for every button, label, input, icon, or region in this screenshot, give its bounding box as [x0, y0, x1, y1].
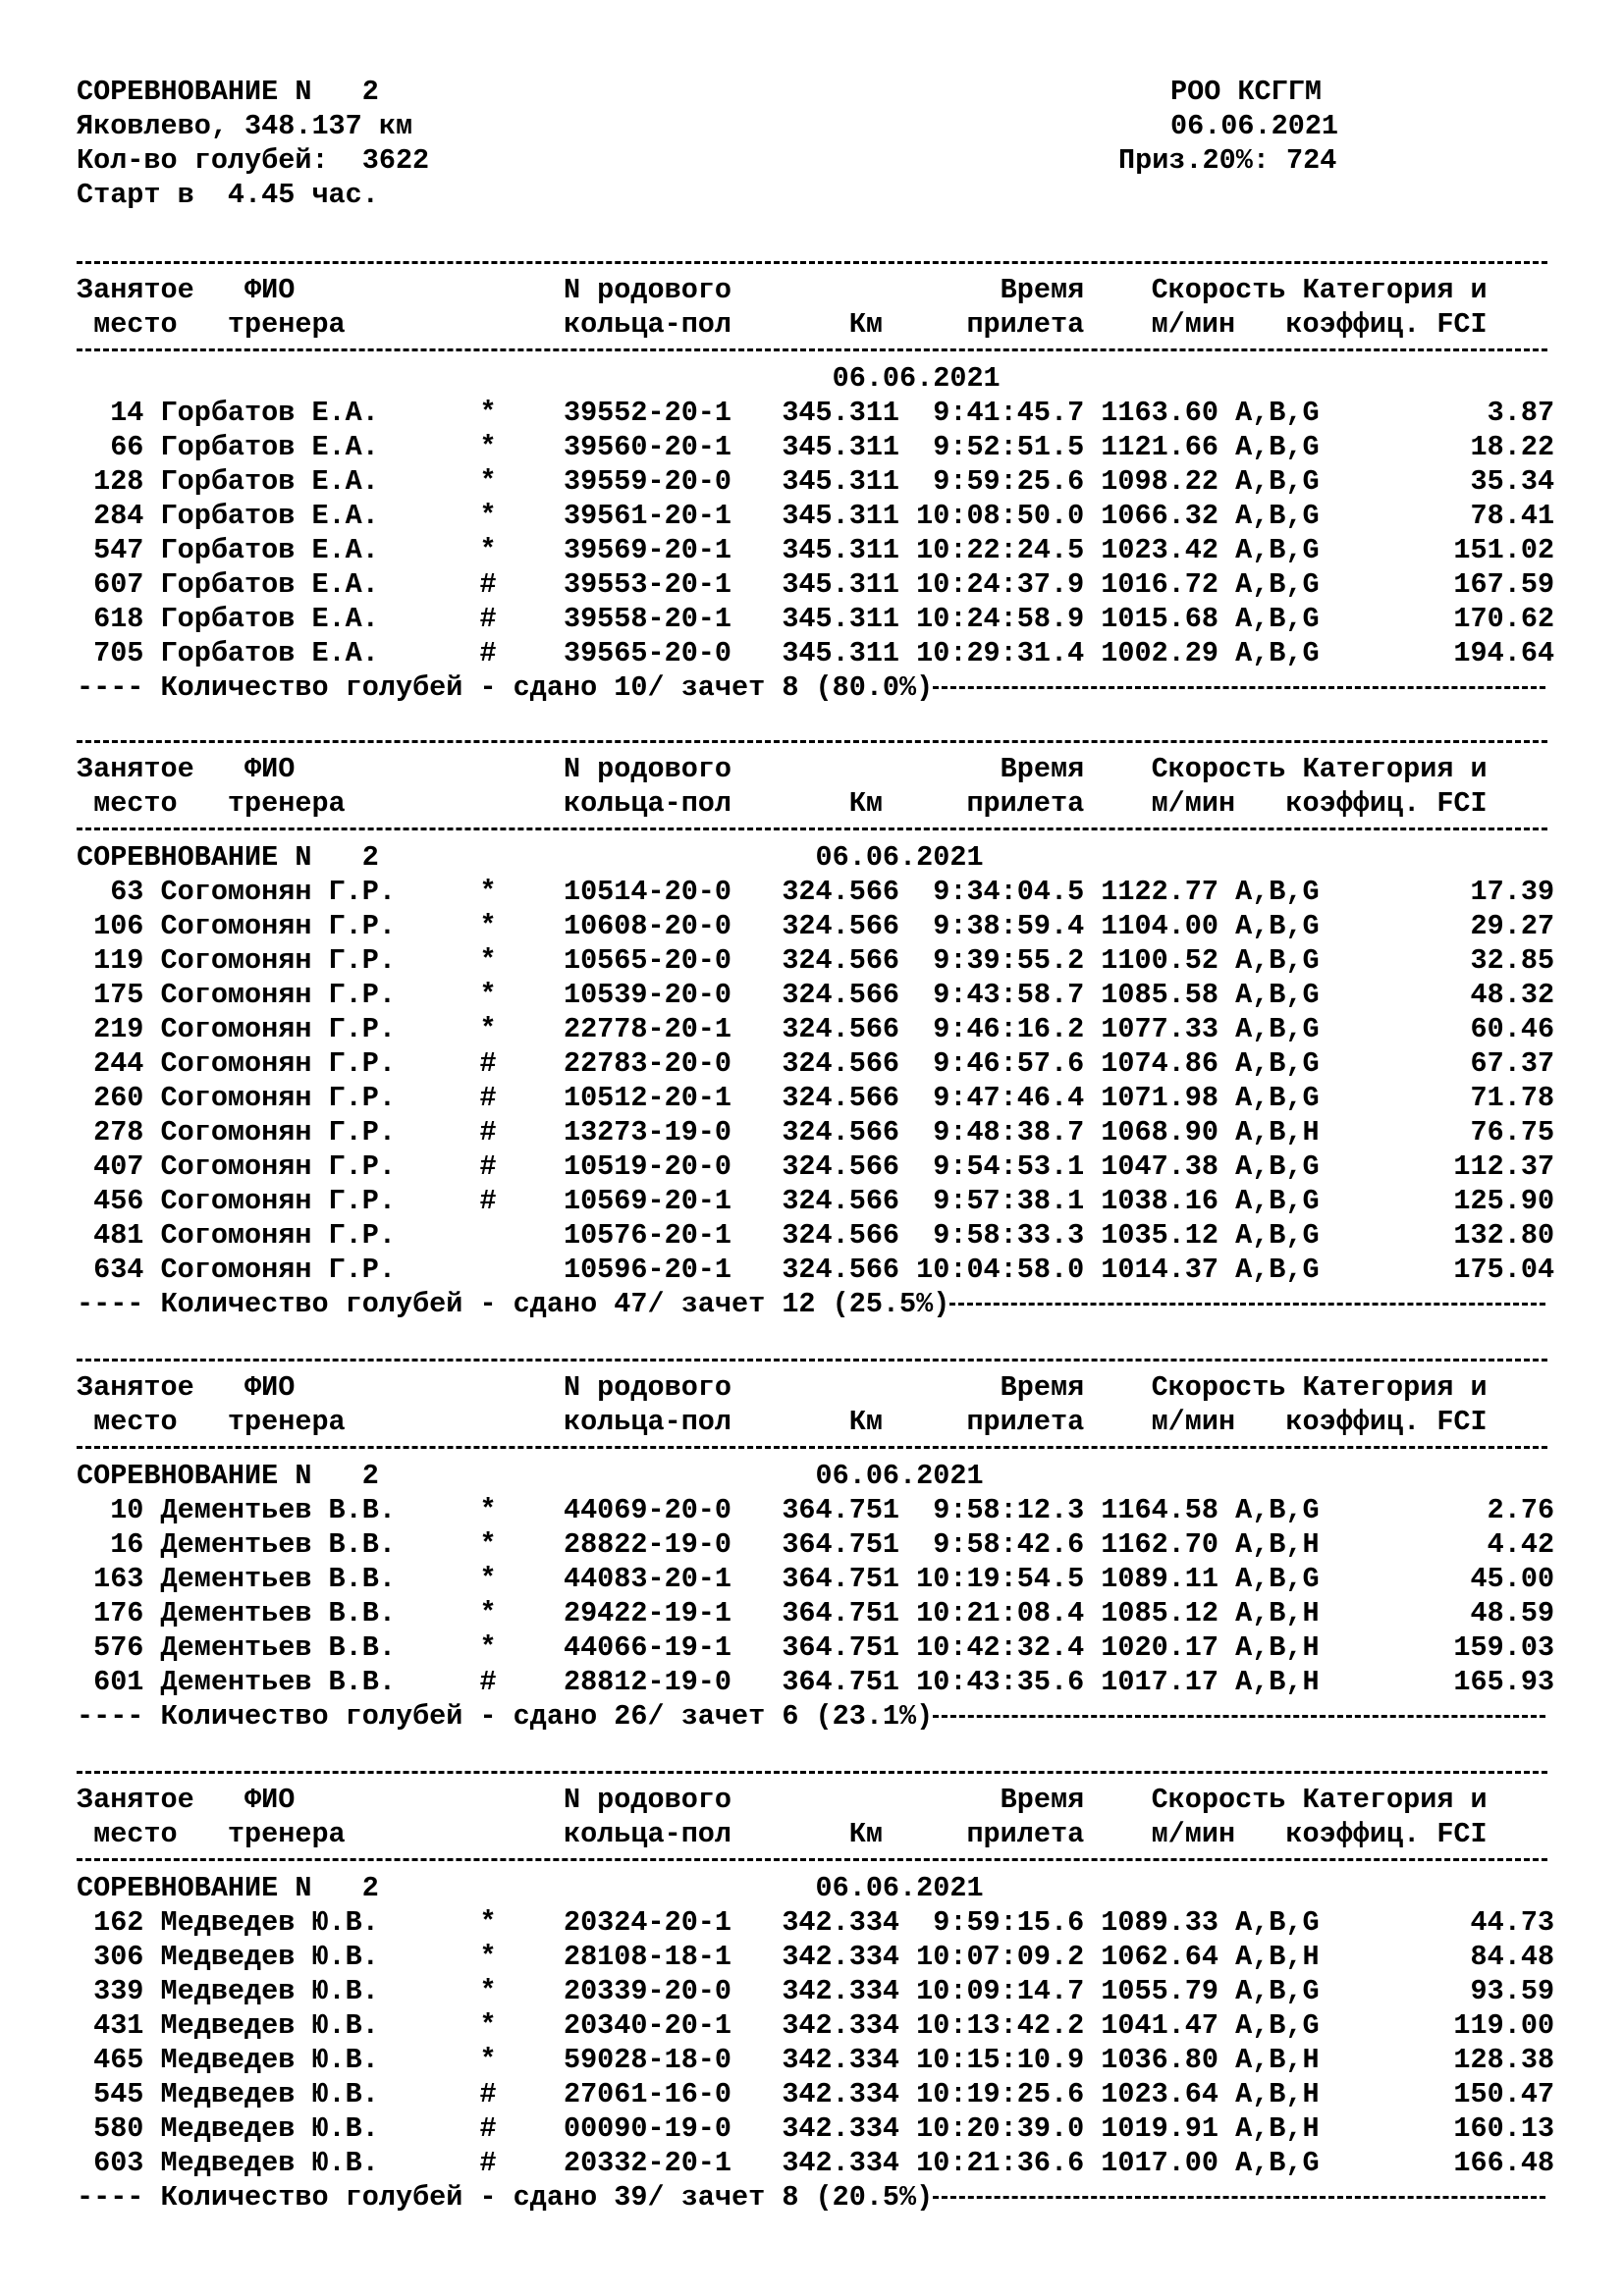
result-row: 601 Дементьев В.В. # 28812-19-0 364.751 10:43:35.6 1017.17 A,B,H 165.93 [77, 1666, 1555, 1698]
column-header-line-2: место тренера кольца-пол Км прилета м/мин коэффиц. FCI [77, 308, 1488, 341]
result-row: 14 Горбатов Е.А. * 39552-20-1 345.311 9:41:45.7 1163.60 A,B,G 3.87 [77, 397, 1555, 429]
result-row: 278 Согомонян Г.Р. # 13273-19-0 324.566 9:48:38.7 1068.90 A,B,H 76.75 [77, 1116, 1555, 1148]
result-row: 339 Медведев Ю.В. * 20339-20-0 342.334 10:09:14.7 1055.79 A,B,G 93.59 [77, 1975, 1555, 2007]
divider [77, 1771, 1547, 1774]
result-row: 128 Горбатов Е.А. * 39559-20-0 345.311 9:59:25.6 1098.22 A,B,G 35.34 [77, 465, 1555, 498]
result-row: 465 Медведев Ю.В. * 59028-18-0 342.334 10:15:10.9 1036.80 A,B,H 128.38 [77, 2044, 1555, 2076]
location-distance: Яковлево, 348.137 км [77, 110, 413, 142]
divider [77, 740, 1547, 743]
summary-text: ---- Количество голубей - сдано 39/ зачет 8 (20.5%) [77, 2181, 934, 2214]
result-row: 106 Согомонян Г.Р. * 10608-20-0 324.566 9:38:59.4 1104.00 A,B,G 29.27 [77, 910, 1555, 942]
section-heading: СОРЕВНОВАНИЕ N 2 06.06.2021 [77, 841, 984, 874]
summary-divider [933, 1715, 1545, 1718]
result-row: 175 Согомонян Г.Р. * 10539-20-0 324.566 9:43:58.7 1085.58 A,B,G 48.32 [77, 979, 1555, 1011]
summary-divider [949, 1303, 1545, 1306]
section-summary [77, 1287, 1545, 1321]
section-heading: СОРЕВНОВАНИЕ N 2 06.06.2021 [77, 1872, 984, 1904]
result-row: 10 Дементьев В.В. * 44069-20-0 364.751 9:58:12.3 1164.58 A,B,G 2.76 [77, 1494, 1555, 1526]
section-summary [77, 1699, 1545, 1734]
result-row: 176 Дементьев В.В. * 29422-19-1 364.751 10:21:08.4 1085.12 A,B,H 48.59 [77, 1597, 1555, 1629]
summary-text: ---- Количество голубей - сдано 26/ зачет 6 (23.1%) [77, 1700, 934, 1733]
summary-text: ---- Количество голубей - сдано 10/ зачет 8 (80.0%) [77, 671, 934, 704]
column-header-line-1: Занятое ФИО N родового Время Скорость Категория и [77, 274, 1488, 306]
result-row: 66 Горбатов Е.А. * 39560-20-1 345.311 9:52:51.5 1121.66 A,B,G 18.22 [77, 431, 1555, 463]
result-row: 634 Согомонян Г.Р. 10596-20-1 324.566 10:04:58.0 1014.37 A,B,G 175.04 [77, 1254, 1555, 1286]
section-heading: СОРЕВНОВАНИЕ N 2 06.06.2021 [77, 1460, 984, 1492]
pigeon-count: Кол-во голубей: 3622 [77, 144, 430, 177]
result-row: 244 Согомонян Г.Р. # 22783-20-0 324.566 9:46:57.6 1074.86 A,B,G 67.37 [77, 1047, 1555, 1080]
column-header-line-1: Занятое ФИО N родового Время Скорость Категория и [77, 753, 1488, 785]
divider [77, 348, 1547, 351]
section-heading: 06.06.2021 [77, 362, 1001, 395]
result-row: 456 Согомонян Г.Р. # 10569-20-1 324.566 9:57:38.1 1038.16 A,B,G 125.90 [77, 1185, 1555, 1217]
report-date: 06.06.2021 [1170, 110, 1339, 142]
result-row: 260 Согомонян Г.Р. # 10512-20-1 324.566 9:47:46.4 1071.98 A,B,G 71.78 [77, 1082, 1555, 1114]
result-row: 545 Медведев Ю.В. # 27061-16-0 342.334 10:19:25.6 1023.64 A,B,H 150.47 [77, 2078, 1555, 2110]
result-row: 580 Медведев Ю.В. # 00090-19-0 342.334 10:20:39.0 1019.91 A,B,H 160.13 [77, 2112, 1555, 2145]
result-row: 306 Медведев Ю.В. * 28108-18-1 342.334 10:07:09.2 1062.64 A,B,H 84.48 [77, 1941, 1555, 1973]
column-header-line-2: место тренера кольца-пол Км прилета м/мин коэффиц. FCI [77, 1406, 1488, 1438]
organization: РОО КСГГМ [1170, 76, 1322, 108]
result-row: 284 Горбатов Е.А. * 39561-20-1 345.311 10:08:50.0 1066.32 A,B,G 78.41 [77, 500, 1555, 532]
result-row: 705 Горбатов Е.А. # 39565-20-0 345.311 10:29:31.4 1002.29 A,B,G 194.64 [77, 637, 1555, 669]
divider [77, 828, 1547, 830]
summary-divider [933, 686, 1545, 689]
start-time: Старт в 4.45 час. [77, 179, 379, 211]
divider [77, 1359, 1547, 1362]
section-summary [77, 2180, 1545, 2215]
result-row: 481 Согомонян Г.Р. 10576-20-1 324.566 9:58:33.3 1035.12 A,B,G 132.80 [77, 1219, 1555, 1252]
divider [77, 1446, 1547, 1449]
divider [77, 1858, 1547, 1861]
result-row: 618 Горбатов Е.А. # 39558-20-1 345.311 10:24:58.9 1015.68 A,B,G 170.62 [77, 603, 1555, 635]
summary-text: ---- Количество голубей - сдано 47/ зачет 12 (25.5%) [77, 1288, 950, 1320]
column-header-line-2: место тренера кольца-пол Км прилета м/мин коэффиц. FCI [77, 787, 1488, 820]
result-row: 547 Горбатов Е.А. * 39569-20-1 345.311 10:22:24.5 1023.42 A,B,G 151.02 [77, 534, 1555, 566]
column-header-line-1: Занятое ФИО N родового Время Скорость Категория и [77, 1371, 1488, 1404]
result-row: 607 Горбатов Е.А. # 39553-20-1 345.311 10:24:37.9 1016.72 A,B,G 167.59 [77, 568, 1555, 601]
competition-title: СОРЕВНОВАНИЕ N 2 [77, 76, 379, 108]
result-row: 163 Дементьев В.В. * 44083-20-1 364.751 10:19:54.5 1089.11 A,B,G 45.00 [77, 1563, 1555, 1595]
result-row: 63 Согомонян Г.Р. * 10514-20-0 324.566 9:34:04.5 1122.77 A,B,G 17.39 [77, 876, 1555, 908]
divider [77, 261, 1547, 264]
section-summary [77, 670, 1545, 705]
result-row: 162 Медведев Ю.В. * 20324-20-1 342.334 9:59:15.6 1089.33 A,B,G 44.73 [77, 1906, 1555, 1939]
result-row: 16 Дементьев В.В. * 28822-19-0 364.751 9:58:42.6 1162.70 A,B,H 4.42 [77, 1528, 1555, 1561]
column-header-line-1: Занятое ФИО N родового Время Скорость Категория и [77, 1784, 1488, 1816]
summary-divider [933, 2196, 1545, 2199]
result-row: 119 Согомонян Г.Р. * 10565-20-0 324.566 9:39:55.2 1100.52 A,B,G 32.85 [77, 944, 1555, 977]
prize-count: Приз.20%: 724 [1118, 144, 1337, 177]
result-row: 576 Дементьев В.В. * 44066-19-1 364.751 10:42:32.4 1020.17 A,B,H 159.03 [77, 1631, 1555, 1664]
column-header-line-2: место тренера кольца-пол Км прилета м/мин коэффиц. FCI [77, 1818, 1488, 1850]
result-row: 603 Медведев Ю.В. # 20332-20-1 342.334 10:21:36.6 1017.00 A,B,G 166.48 [77, 2147, 1555, 2179]
result-row: 407 Согомонян Г.Р. # 10519-20-0 324.566 9:54:53.1 1047.38 A,B,G 112.37 [77, 1150, 1555, 1183]
result-row: 431 Медведев Ю.В. * 20340-20-1 342.334 10:13:42.2 1041.47 A,B,G 119.00 [77, 2009, 1555, 2042]
result-row: 219 Согомонян Г.Р. * 22778-20-1 324.566 9:46:16.2 1077.33 A,B,G 60.46 [77, 1013, 1555, 1045]
